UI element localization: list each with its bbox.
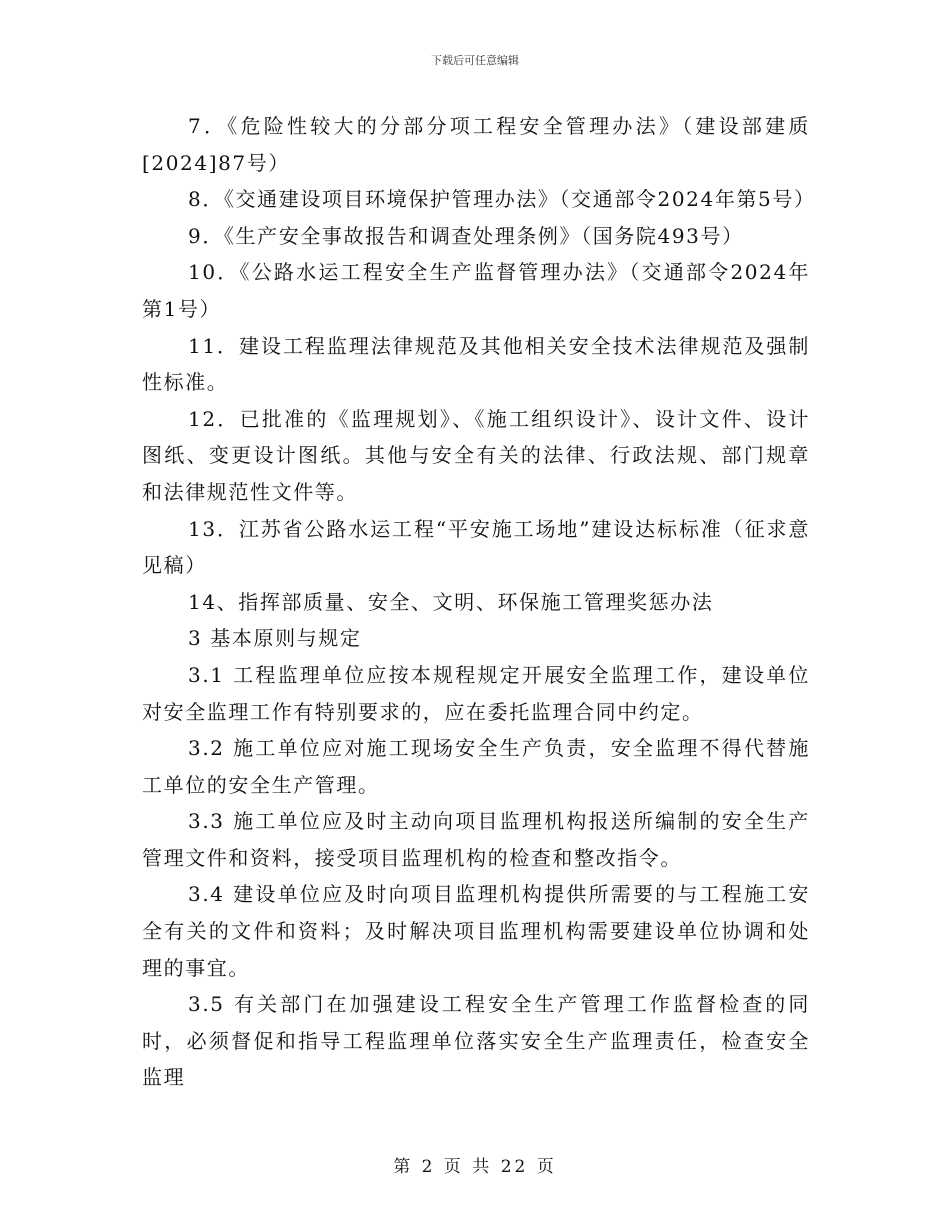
paragraph-item-12: 12．已批准的《监理规划》、《施工组织设计》、设计文件、设计图纸、变更设计图纸。其他与安全有关的法律、行政法规、部门规章和法律规范性文件等。: [142, 406, 810, 504]
paragraph-item-13: 13．江苏省公路水运工程“平安施工场地”建设达标标准（征求意见稿）: [142, 516, 810, 578]
paragraph-item-8: 8．《交通建设项目环境保护管理办法》（交通部令2024年第5号）: [188, 187, 816, 212]
clause-3-3: 3.3 施工单位应及时主动向项目监理机构报送所编制的安全生产管理文件和资料，接受项目监理机构的检查和整改指令。: [142, 809, 810, 870]
document-body: [142, 108, 816, 1096]
clause-3-1: 3.1 工程监理单位应按本规程规定开展安全监理工作，建设单位对安全监理工作有特别要求的，应在委托监理合同中约定。: [142, 662, 810, 724]
paragraph-item-10: 10．《公路水运工程安全生产监督管理办法》（交通部令2024年第1号）: [142, 260, 810, 321]
paragraph-item-14: 14、指挥部质量、安全、文明、环保施工管理奖惩办法: [188, 589, 714, 614]
clause-3-4: 3.4 建设单位应及时向项目监理机构提供所需要的与工程施工安全有关的文件和资料；及时解决项目监理机构需要建设单位协调和处理的事宜。: [142, 882, 810, 980]
clause-3-5: 3.5 有关部门在加强建设工程安全生产管理工作监督检查的同时，必须督促和指导工程监理单位落实安全生产监理责任，检查安全监理: [142, 992, 810, 1090]
page-header-note: 下载后可任意编辑: [431, 54, 519, 67]
section-heading-3: 3 基本原则与规定: [188, 626, 362, 651]
paragraph-item-9: 9．《生产安全事故报告和调查处理条例》（国务院493号）: [188, 223, 744, 248]
paragraph-item-11: 11．建设工程监理法律规范及其他相关安全技术法律规范及强制性标准。: [142, 333, 810, 395]
clause-3-2: 3.2 施工单位应对施工现场安全生产负责，安全监理不得代替施工单位的安全生产管理。: [142, 736, 810, 797]
paragraph-item-7: 7．《危险性较大的分部分项工程安全管理办法》（建设部建质[2024]87号）: [142, 114, 810, 175]
page-number-footer: 第 2 页 共 22 页: [393, 1157, 557, 1177]
